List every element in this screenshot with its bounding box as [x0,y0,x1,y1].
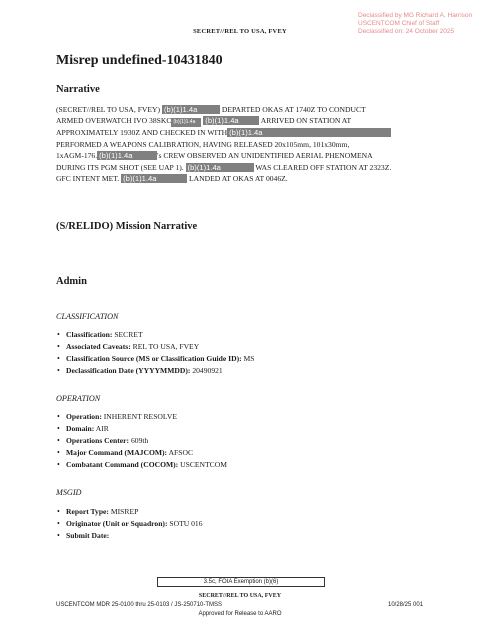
declass-line: Declassified on: 24 October 2025 [358,28,455,36]
list-item: • Major Command (MAJCOM): AFSOC [66,447,227,459]
narrative-text: ARRIVED ON STATION AT [260,116,352,126]
list-item: • Associated Caveats: REL TO USA, FVEY [66,341,255,353]
footer-document-id: USCENTCOM MDR 25-0100 thru 25-0103 / JS-250710-TMSS [56,602,223,608]
redaction-box: (b)(1)1.4a [162,105,220,114]
footer-page-code: 10/28/25 001 [388,602,424,608]
list-item: • Combatant Command (COCOM): USCENTCOM [66,459,227,471]
classification-banner-top: SECRET//REL TO USA, FVEY [193,28,287,35]
narrative-line [56,139,428,150]
narrative-line [56,104,428,115]
redaction-box: (b)(1)1.4a [171,118,201,127]
narrative-text: WAS CLEARED OFF STATION AT 2323Z. [255,162,392,172]
msgid-section-label: MSGID [56,488,82,497]
declass-line: Declassified by MG Richard A. Harrison [358,12,473,19]
narrative-text: LANDED AT OKAS AT 0046Z. [189,174,288,184]
classification-list [56,329,255,377]
list-item: • Submit Date: [66,530,203,542]
list-item: • Classification: SECRET [66,329,255,341]
narrative-text: APPROXIMATELY 1930Z AND CHECKED IN WITH [56,128,228,138]
narrative-line [56,127,428,138]
narrative-text: 's CREW OBSERVED AN UNIDENTIFIED AERIAL PHENOMENA [157,151,373,161]
list-item: • Operations Center: 609th [66,435,227,447]
narrative-line [56,115,428,127]
redaction-box: (b)(1)1.4a [121,174,187,183]
classification-banner-bottom: SECRET//REL TO USA, FVEY [198,593,282,599]
list-item: • Classification Source (MS or Classification Guide ID): MS [66,353,255,365]
narrative-body [56,104,428,184]
redaction-box: (b)(1)1.4a [97,151,157,160]
narrative-line [56,173,428,184]
list-item: • Declassification Date (YYYYMMDD): 20490921 [66,365,255,377]
footer-release-note: Approved for Release to AARO [198,611,282,617]
page-title: Misrep undefined-10431840 [56,53,223,68]
operation-list [56,411,227,471]
foia-exemption-box: 3.5c, FOIA Exemption (b)(6) [157,577,325,587]
narrative-heading: Narrative [56,84,100,95]
narrative-text: GFC INTENT MET. [56,174,120,184]
narrative-line [56,150,428,161]
list-item: • Operation: INHERENT RESOLVE [66,411,227,423]
operation-section-label: OPERATION [56,394,101,403]
msgid-list [56,506,203,542]
narrative-text: ARMED OVERWATCH IVO 38SKC [56,116,172,126]
narrative-text: DURING ITS PGM SHOT (SEE UAP 1). [56,162,184,172]
narrative-text: 1xAGM-176. [56,151,98,161]
narrative-line [56,162,428,173]
mission-narrative-heading: (S/RELIDO) Mission Narrative [56,221,198,232]
list-item: • Originator (Unit or Squadron): SOTU 016 [66,518,203,530]
redaction-box: (b)(1)1.4a [203,116,259,125]
declass-line: USCENTCOM Chief of Staff [358,20,440,28]
narrative-text: (SECRET//REL TO USA, FVEY) [56,105,161,114]
redaction-box: (b)(1)1.4a [227,128,391,137]
list-item: • Domain: AIR [66,423,227,435]
admin-heading: Admin [56,276,87,287]
redaction-box: (b)(1)1.4a [186,163,254,172]
narrative-text: PERFORMED A WEAPONS CALIBRATION, HAVING RELEASED 20x105mm, 101x30mm, [56,139,350,149]
list-item: • Report Type: MISREP [66,506,203,518]
narrative-text: DEPARTED OKAS AT 1740Z TO CONDUCT [221,105,366,114]
classification-section-label: CLASSIFICATION [56,312,119,321]
